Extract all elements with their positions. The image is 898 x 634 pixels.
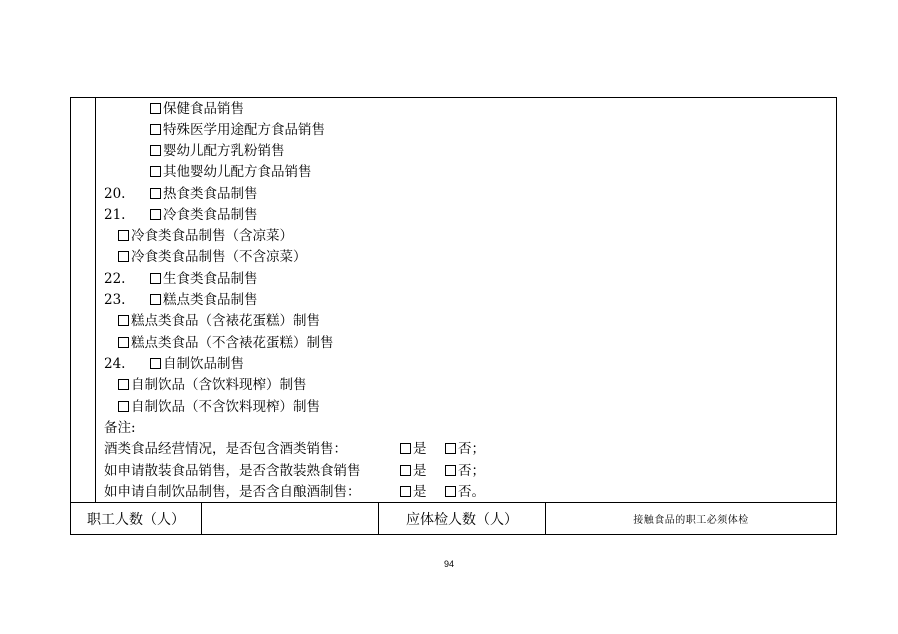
left-column <box>71 98 96 502</box>
exam-count-label: 应体检人数（人） <box>379 503 546 534</box>
item-label: 保健食品销售 <box>163 101 244 117</box>
yes-label: 是 <box>413 463 427 479</box>
checkbox[interactable] <box>150 145 161 156</box>
item-number: 21. <box>104 207 126 223</box>
checkbox[interactable] <box>150 166 161 177</box>
no-label: 否； <box>458 441 485 457</box>
item-label: 自制饮品（含饮料现榨）制售 <box>131 377 307 393</box>
item-number: 23. <box>104 292 126 308</box>
item-label: 自制饮品制售 <box>163 356 244 372</box>
checkbox[interactable] <box>150 294 161 305</box>
no-checkbox[interactable] <box>445 486 456 497</box>
staff-count-field[interactable] <box>202 503 379 534</box>
item-number: 20. <box>104 186 126 202</box>
checkbox[interactable] <box>150 188 161 199</box>
checkbox[interactable] <box>118 401 129 412</box>
yes-checkbox[interactable] <box>400 486 411 497</box>
item-label: 热食类食品制售 <box>163 186 258 202</box>
remark-question: 如申请散装食品销售，是否含散装熟食销售 <box>104 463 361 479</box>
checkbox[interactable] <box>118 337 129 348</box>
item-label: 糕点类食品（不含裱花蛋糕）制售 <box>131 335 334 351</box>
item-number: 22. <box>104 271 126 287</box>
item-label: 特殊医学用途配方食品销售 <box>163 122 325 138</box>
remark-question: 酒类食品经营情况，是否包含酒类销售： <box>104 441 347 457</box>
checkbox[interactable] <box>118 251 129 262</box>
item-label: 冷食类食品制售 <box>163 207 258 223</box>
no-checkbox[interactable] <box>445 443 456 454</box>
checkbox[interactable] <box>118 315 129 326</box>
checkbox[interactable] <box>150 273 161 284</box>
yes-label: 是 <box>413 484 427 500</box>
page-number: 94 <box>443 559 454 569</box>
exam-note: 接触食品的职工必须体检 <box>633 515 749 526</box>
checkbox[interactable] <box>150 209 161 220</box>
checkbox[interactable] <box>150 103 161 114</box>
item-label: 生食类食品制售 <box>163 271 258 287</box>
item-label: 冷食类食品制售（含凉菜） <box>131 228 293 244</box>
checkbox[interactable] <box>118 230 129 241</box>
remark-question: 如申请自制饮品制售，是否含自酿酒制售： <box>104 484 361 500</box>
item-label: 自制饮品（不含饮料现榨）制售 <box>131 399 320 415</box>
yes-label: 是 <box>413 441 427 457</box>
staff-row <box>71 502 836 534</box>
item-label: 糕点类食品制售 <box>163 292 258 308</box>
no-checkbox[interactable] <box>445 465 456 476</box>
item-number: 24. <box>104 356 126 372</box>
form-content: 保健食品销售 特殊医学用途配方食品销售 婴幼儿配方乳粉销售 其他婴幼儿配方食品销售 20. 热食类食品制售 21. 冷食类食品制售 冷食类食品制售（含凉菜） 冷食类食品制售（不含凉菜） 22. 生食类食品制售 23. 糕点类食品制售 糕点类食品（含裱花蛋糕）制售 糕点类食品（不含裱花蛋糕）制售 24. 自制饮品制售 自制饮品（含饮料现榨）制售 自制饮品（不含饮料现榨）制售 备注: 酒类食品经营情况，是否包含酒类销售： 是 否； 如申请散装食品销售，是否含散装熟食销售 是 否； 如申请自制饮品制售，是否含自酿酒制售： 是 否。 <box>96 98 836 502</box>
checkbox[interactable] <box>118 379 129 390</box>
form-table <box>70 97 837 535</box>
item-label: 其他婴幼儿配方食品销售 <box>163 164 312 180</box>
staff-count-label: 职工人数（人） <box>71 503 202 534</box>
no-label: 否； <box>458 463 485 479</box>
item-label: 糕点类食品（含裱花蛋糕）制售 <box>131 313 320 329</box>
yes-checkbox[interactable] <box>400 443 411 454</box>
item-label: 冷食类食品制售（不含凉菜） <box>131 249 307 265</box>
yes-checkbox[interactable] <box>400 465 411 476</box>
no-label: 否。 <box>458 484 485 500</box>
checkbox[interactable] <box>150 358 161 369</box>
checkbox[interactable] <box>150 124 161 135</box>
item-label: 婴幼儿配方乳粉销售 <box>163 143 285 159</box>
